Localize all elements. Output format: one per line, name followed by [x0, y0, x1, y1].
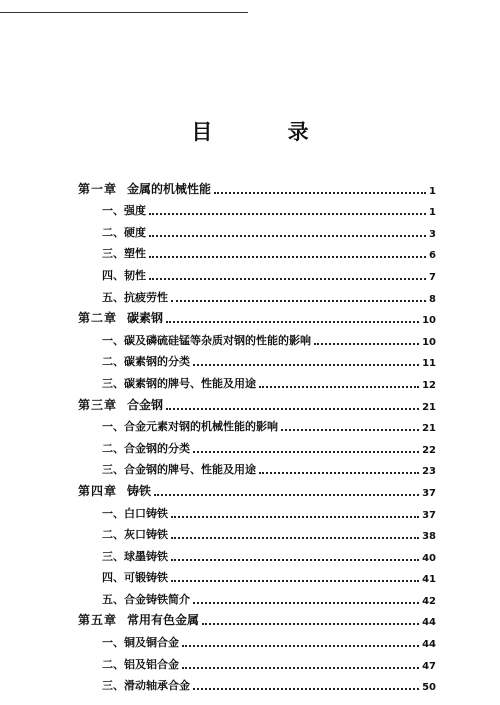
entry-label: 二、合金钢的分类 — [102, 441, 190, 455]
entry-label: 一、强度 — [102, 204, 146, 218]
dot-leader — [166, 408, 419, 410]
page-number: 10 — [422, 315, 436, 327]
page-number: 6 — [429, 250, 436, 262]
page-number: 21 — [422, 401, 436, 413]
toc-section-entry[interactable] — [78, 369, 436, 391]
entry-label: 二、硬度 — [102, 225, 146, 239]
entry-label: 三、碳素钢的牌号、性能及用途 — [102, 376, 256, 390]
dot-leader — [193, 364, 419, 366]
dot-leader — [202, 623, 419, 625]
toc-section-entry[interactable] — [78, 456, 436, 478]
page-number: 23 — [422, 466, 436, 478]
entry-label: 四、可锻铸铁 — [102, 571, 168, 585]
entry-label: 五、抗疲劳性 — [102, 290, 168, 304]
dot-leader — [171, 580, 419, 582]
dot-leader — [193, 602, 419, 604]
page-number: 50 — [422, 682, 436, 694]
page-number: 42 — [422, 595, 436, 607]
entry-label: 三、球墨铸铁 — [102, 549, 168, 563]
chapter-number: 第五章 — [78, 613, 118, 628]
page-number: 38 — [422, 531, 436, 543]
page-number: 41 — [422, 574, 436, 586]
page-number: 10 — [422, 336, 436, 348]
page-number: 37 — [422, 487, 436, 499]
toc-section-entry[interactable] — [78, 585, 436, 607]
toc-chapter-entry[interactable] — [78, 607, 436, 629]
page-number: 37 — [422, 509, 436, 521]
dot-leader — [281, 429, 419, 431]
chapter-number: 第一章 — [78, 181, 118, 196]
page-title: 目 录 — [191, 119, 343, 144]
dot-leader — [149, 235, 426, 237]
dot-leader — [193, 688, 419, 690]
entry-label: 二、铝及铝合金 — [102, 657, 179, 671]
toc-section-entry[interactable] — [78, 197, 436, 219]
dot-leader — [171, 537, 419, 539]
chapter-number: 第四章 — [78, 483, 118, 498]
entry-label: 二、灰口铸铁 — [102, 528, 168, 542]
entry-label: 铸铁 — [127, 483, 152, 498]
toc-chapter-entry[interactable] — [78, 175, 436, 197]
chapter-number: 第二章 — [78, 311, 118, 326]
toc-chapter-entry[interactable] — [78, 477, 436, 499]
toc-section-entry[interactable] — [78, 672, 436, 694]
toc-section-entry[interactable] — [78, 218, 436, 240]
dot-leader — [259, 386, 419, 388]
entry-label: 三、塑性 — [102, 247, 146, 261]
dot-leader — [314, 343, 419, 345]
dot-leader — [171, 559, 419, 561]
entry-label: 一、铜及铜合金 — [102, 636, 179, 650]
page-number: 3 — [429, 228, 436, 240]
dot-leader — [182, 645, 419, 647]
page-number: 7 — [429, 271, 436, 283]
entry-label: 一、碳及磷硫硅锰等杂质对钢的性能的影响 — [102, 333, 311, 347]
toc-section-entry[interactable] — [78, 326, 436, 348]
page-number: 8 — [429, 293, 436, 305]
page-number: 47 — [422, 660, 436, 672]
entry-label: 四、韧性 — [102, 268, 146, 282]
dot-leader — [154, 494, 419, 496]
dot-leader — [171, 516, 419, 518]
dot-leader — [149, 256, 426, 258]
dot-leader — [166, 321, 419, 323]
page-number: 21 — [422, 423, 436, 435]
chapter-number: 第三章 — [78, 397, 118, 412]
toc-section-entry[interactable] — [78, 542, 436, 564]
toc-chapter-entry[interactable] — [78, 391, 436, 413]
toc-section-entry[interactable] — [78, 261, 436, 283]
entry-label: 三、滑动轴承合金 — [102, 679, 190, 693]
entry-label: 一、合金元素对钢的机械性能的影响 — [102, 420, 278, 434]
dot-leader — [259, 472, 419, 474]
dot-leader — [149, 213, 426, 215]
toc-chapter-entry[interactable] — [78, 305, 436, 327]
entry-label: 三、合金钢的牌号、性能及用途 — [102, 463, 256, 477]
dot-leader — [214, 192, 426, 194]
toc-section-entry[interactable] — [78, 521, 436, 543]
toc-section-entry[interactable] — [78, 240, 436, 262]
page-number: 11 — [422, 358, 436, 370]
dot-leader — [149, 278, 426, 280]
entry-label: 碳素钢 — [127, 311, 164, 326]
entry-label: 常用有色金属 — [127, 613, 200, 628]
dot-leader — [193, 451, 419, 453]
toc-section-entry[interactable] — [78, 283, 436, 305]
entry-label: 一、白口铸铁 — [102, 506, 168, 520]
entry-label: 五、合金铸铁简介 — [102, 592, 190, 606]
dot-leader — [171, 300, 426, 302]
toc-section-entry[interactable] — [78, 499, 436, 521]
dot-leader — [182, 667, 419, 669]
page-number: 40 — [422, 552, 436, 564]
page-number: 1 — [429, 207, 436, 219]
toc-section-entry[interactable] — [78, 413, 436, 435]
page-number: 12 — [422, 379, 436, 391]
page-number: 44 — [422, 617, 436, 629]
toc-section-entry[interactable] — [78, 628, 436, 650]
table-of-contents — [78, 175, 436, 693]
entry-label: 合金钢 — [127, 397, 164, 412]
entry-label: 金属的机械性能 — [127, 181, 212, 196]
toc-section-entry[interactable] — [78, 650, 436, 672]
toc-section-entry[interactable] — [78, 564, 436, 586]
toc-section-entry[interactable] — [78, 348, 436, 370]
page-number: 44 — [422, 639, 436, 651]
entry-label: 二、碳素钢的分类 — [102, 355, 190, 369]
page-number: 1 — [429, 185, 436, 197]
toc-section-entry[interactable] — [78, 434, 436, 456]
top-border-line — [0, 12, 248, 13]
page-number: 22 — [422, 444, 436, 456]
